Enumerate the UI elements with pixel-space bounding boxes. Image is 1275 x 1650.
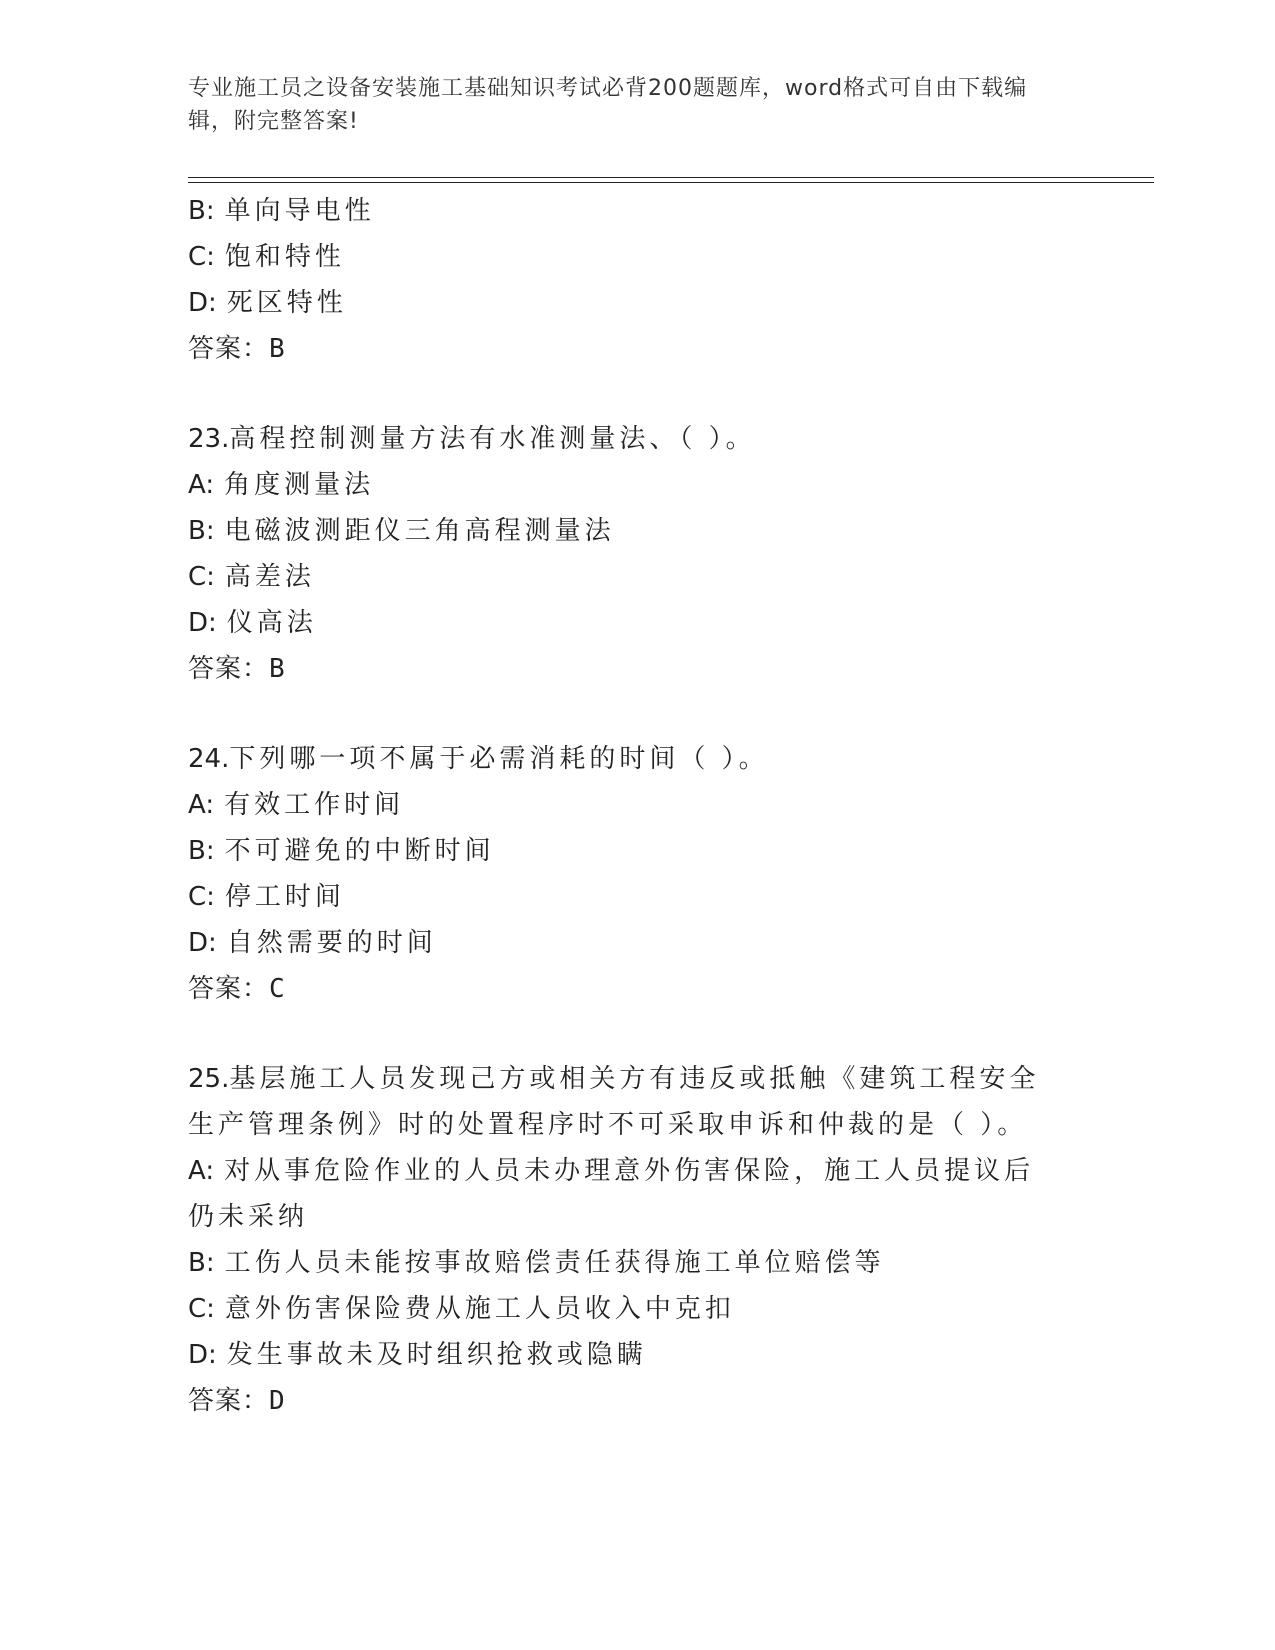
option-key: C:	[188, 1294, 215, 1324]
option-key: D:	[188, 928, 217, 958]
question-block-23	[188, 416, 1088, 692]
option-text: 电磁波测距仪三角高程测量法	[224, 516, 615, 546]
answer-value: B	[269, 334, 286, 364]
question-number: 25.	[188, 1064, 230, 1094]
answer-label: 答案：	[188, 974, 270, 1004]
option-c	[188, 874, 1088, 920]
option-d	[188, 1332, 1088, 1378]
option-b	[188, 828, 1088, 874]
answer-label: 答案：	[188, 654, 270, 684]
answer-line	[188, 1378, 1088, 1424]
option-key: D:	[188, 1340, 217, 1370]
question-block-24	[188, 736, 1088, 1012]
option-d	[188, 920, 1088, 966]
option-text: 死区特性	[226, 288, 347, 318]
option-d	[188, 600, 1088, 646]
question-block-25	[188, 1056, 1088, 1424]
header-rule-bottom	[188, 182, 1154, 183]
question-stem	[188, 416, 1088, 462]
option-b	[188, 188, 1088, 234]
option-key: A:	[188, 1156, 215, 1186]
option-key: A:	[188, 790, 215, 820]
question-number: 23.	[188, 424, 230, 454]
option-text: 不可避免的中断时间	[224, 836, 495, 866]
option-text: 发生事故未及时组织抢救或隐瞒	[226, 1340, 647, 1370]
option-b	[188, 508, 1088, 554]
option-key: D:	[188, 288, 217, 318]
answer-line	[188, 966, 1088, 1012]
option-key: D:	[188, 608, 217, 638]
question-text: 高程控制测量方法有水准测量法、（ ）。	[229, 424, 756, 454]
option-a	[188, 1148, 1058, 1240]
answer-label: 答案：	[188, 1386, 270, 1416]
question-block-prev	[188, 188, 1088, 372]
option-text: 停工时间	[224, 882, 345, 912]
option-key: C:	[188, 242, 215, 272]
option-text: 饱和特性	[224, 242, 345, 272]
question-text: 下列哪一项不属于必需消耗的时间（ ）。	[229, 744, 769, 774]
option-key: B:	[188, 196, 215, 226]
option-b	[188, 1240, 1088, 1286]
option-text: 仪高法	[226, 608, 317, 638]
question-list	[188, 188, 1088, 1468]
option-key: B:	[188, 1248, 215, 1278]
option-c	[188, 234, 1088, 280]
option-key: B:	[188, 516, 215, 546]
option-key: C:	[188, 562, 215, 592]
option-key: C:	[188, 882, 215, 912]
question-text: 基层施工人员发现己方或相关方有违反或抵触《建筑工程安全生产管理条例》时的处置程序时不可采取申诉和仲裁的是（ ）。	[188, 1064, 1040, 1140]
option-text: 自然需要的时间	[226, 928, 437, 958]
header-title: 专业施工员之设备安装施工基础知识考试必背200题题库，word格式可自由下载编辑，附完整答案!	[188, 76, 1028, 134]
document-header	[188, 72, 1068, 138]
option-a	[188, 462, 1088, 508]
answer-line	[188, 326, 1088, 372]
option-text: 对从事危险作业的人员未办理意外伤害保险，施工人员提议后仍未采纳	[188, 1156, 1035, 1232]
answer-line	[188, 646, 1088, 692]
option-c	[188, 1286, 1088, 1332]
option-text: 有效工作时间	[224, 790, 405, 820]
option-c	[188, 554, 1088, 600]
option-text: 角度测量法	[224, 470, 375, 500]
question-stem	[188, 1056, 1058, 1148]
option-a	[188, 782, 1088, 828]
option-d	[188, 280, 1088, 326]
question-stem	[188, 736, 1088, 782]
answer-value: D	[269, 1386, 286, 1416]
option-key: A:	[188, 470, 215, 500]
option-key: B:	[188, 836, 215, 866]
option-text: 意外伤害保险费从施工人员收入中克扣	[224, 1294, 735, 1324]
question-number: 24.	[188, 744, 230, 774]
header-rule-top	[188, 177, 1154, 178]
answer-value: B	[269, 654, 286, 684]
option-text: 单向导电性	[224, 196, 375, 226]
answer-value: C	[269, 974, 286, 1004]
answer-label: 答案：	[188, 334, 270, 364]
option-text: 高差法	[224, 562, 315, 592]
option-text: 工伤人员未能按事故赔偿责任获得施工单位赔偿等	[224, 1248, 885, 1278]
